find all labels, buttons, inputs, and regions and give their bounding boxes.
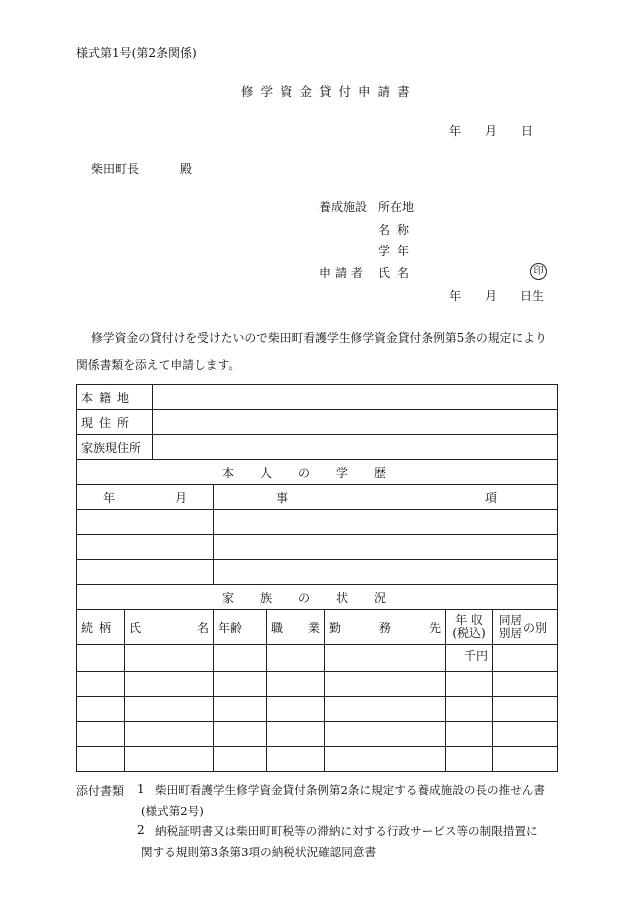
family-cohab-label-2: 別居 (499, 626, 523, 640)
grade-label: 学年 (378, 244, 417, 258)
family-age-cell[interactable] (214, 747, 267, 772)
family-header: 家族の状況 (77, 585, 558, 610)
family-work-cell[interactable] (325, 722, 446, 747)
family-age-cell[interactable] (214, 697, 267, 722)
family-income-cell[interactable] (446, 697, 493, 722)
family-relation-cell[interactable] (77, 697, 125, 722)
family-row (77, 747, 558, 772)
family-income-label-1: 年 収 (455, 613, 483, 627)
family-job-cell[interactable] (267, 645, 325, 672)
family-job-cell[interactable] (267, 697, 325, 722)
family-age-cell[interactable] (214, 722, 267, 747)
family-cohabitation-header (493, 610, 558, 645)
attachment-1-number: 1 (137, 782, 145, 796)
birth-day-label: 日生 (520, 289, 545, 303)
facility-name-label: 名称 (378, 223, 417, 237)
honseki-label: 本籍地 (77, 385, 153, 410)
applicant-name-label: 氏名 (378, 266, 417, 280)
history-event-header (214, 485, 558, 510)
family-name-label-2: 名 (197, 620, 210, 635)
family-relation-cell[interactable] (77, 747, 125, 772)
history-header: 本人の学歴 (77, 460, 558, 485)
family-work-label-1: 勤 (329, 620, 342, 635)
family-name-cell[interactable] (125, 645, 214, 672)
family-row (77, 722, 558, 747)
family-row (77, 645, 558, 672)
family-relation-cell[interactable] (77, 672, 125, 697)
family-income-header (446, 610, 493, 645)
family-name-header (125, 610, 214, 645)
attachment-1-line1: 柴田町看護学生修学資金貸付条例第2条に規定する養成施設の長の推せん書 (155, 783, 545, 797)
addressee-name: 柴田町長 (91, 162, 140, 176)
body-text-line1: 修学資金の貸付けを受けたいので柴田町看護学生修学資金貸付条例第5条の規定により (91, 331, 547, 345)
attachment-2-line2: 関する規則第3条第3項の納税状況確認同意書 (141, 845, 377, 859)
family-age-cell[interactable] (214, 672, 267, 697)
application-table (76, 384, 558, 772)
family-work-cell[interactable] (325, 697, 446, 722)
attachment-2-number: 2 (137, 823, 145, 837)
date-day-label: 日 (521, 124, 534, 138)
family-name-cell[interactable] (125, 722, 214, 747)
applicant-label: 申請者 (319, 266, 368, 280)
facility-label: 養成施設 (319, 200, 368, 214)
family-work-cell[interactable] (325, 645, 446, 672)
family-name-cell[interactable] (125, 672, 214, 697)
row-genjusho (77, 410, 558, 435)
family-age-cell[interactable] (214, 645, 267, 672)
history-row (77, 560, 558, 585)
history-event-cell[interactable] (214, 535, 558, 560)
history-year-label: 年 (103, 490, 116, 505)
history-column-row (77, 485, 558, 510)
history-date-cell[interactable] (77, 560, 214, 585)
history-event-cell[interactable] (214, 560, 558, 585)
family-work-label-3: 先 (428, 620, 441, 635)
birth-year-label: 年 (449, 289, 462, 303)
history-date-header (77, 485, 214, 510)
family-cohab-suffix: の別 (523, 620, 548, 635)
family-row (77, 672, 558, 697)
body-text-line2: 関係書類を添えて申請します。 (76, 358, 241, 372)
history-month-label: 月 (175, 490, 188, 505)
family-relation-header: 続柄 (77, 610, 125, 645)
family-income-label-2: (税込) (452, 626, 486, 640)
row-kazoku-genjusho (77, 435, 558, 460)
family-job-label-2: 業 (308, 620, 321, 635)
family-job-cell[interactable] (267, 722, 325, 747)
seal-mark (530, 263, 547, 280)
document-title: 修学資金貸付申請書 (241, 84, 417, 99)
family-income-cell[interactable] (446, 722, 493, 747)
seal-icon: 印 (530, 263, 547, 280)
family-cohab-label-1: 同居 (499, 613, 523, 627)
history-event-cell[interactable] (214, 510, 558, 535)
history-event-label-2: 項 (485, 490, 498, 505)
family-work-cell[interactable] (325, 747, 446, 772)
family-name-cell[interactable] (125, 697, 214, 722)
history-date-cell[interactable] (77, 510, 214, 535)
family-cohab-cell[interactable] (493, 697, 558, 722)
row-honseki (77, 385, 558, 410)
family-column-row (77, 610, 558, 645)
genjusho-label: 現住所 (77, 410, 153, 435)
family-header-row (77, 585, 558, 610)
history-row (77, 535, 558, 560)
family-relation-cell[interactable] (77, 722, 125, 747)
family-job-label-1: 職 (271, 620, 284, 635)
family-work-label-2: 務 (379, 620, 392, 635)
history-date-cell[interactable] (77, 535, 214, 560)
genjusho-field[interactable] (153, 410, 558, 435)
family-cohab-cell[interactable] (493, 672, 558, 697)
history-row (77, 510, 558, 535)
family-name-cell[interactable] (125, 747, 214, 772)
income-unit-label: 千円 (464, 649, 489, 663)
attachment-2-line1: 納税証明書又は柴田町町税等の滞納に対する行政サービス等の制限措置に (155, 824, 538, 838)
kazoku-genjusho-field[interactable] (153, 435, 558, 460)
family-job-cell[interactable] (267, 747, 325, 772)
family-job-cell[interactable] (267, 672, 325, 697)
family-income-cell[interactable] (446, 645, 493, 672)
family-row (77, 697, 558, 722)
family-income-cell[interactable] (446, 747, 493, 772)
date-year-label: 年 (449, 124, 462, 138)
addressee-honorific: 殿 (180, 162, 193, 176)
family-job-header (267, 610, 325, 645)
attachments-label: 添付書類 (76, 784, 125, 798)
date-month-label: 月 (485, 124, 498, 138)
family-cohab-cell[interactable] (493, 747, 558, 772)
kazoku-genjusho-label: 家族現住所 (77, 435, 153, 460)
family-work-cell[interactable] (325, 672, 446, 697)
attachment-1-line2: (様式第2号) (141, 804, 204, 818)
family-work-header (325, 610, 446, 645)
honseki-field[interactable] (153, 385, 558, 410)
family-income-cell[interactable] (446, 672, 493, 697)
facility-address-label: 所在地 (378, 200, 415, 214)
history-header-row (77, 460, 558, 485)
form-number: 様式第1号(第2条関係) (76, 46, 197, 60)
history-event-label-1: 事 (276, 490, 289, 505)
family-cohab-cell[interactable] (493, 645, 558, 672)
family-age-header: 年齢 (214, 610, 267, 645)
family-relation-cell[interactable] (77, 645, 125, 672)
family-cohab-cell[interactable] (493, 722, 558, 747)
family-name-label-1: 氏 (129, 620, 142, 635)
birth-month-label: 月 (485, 289, 498, 303)
